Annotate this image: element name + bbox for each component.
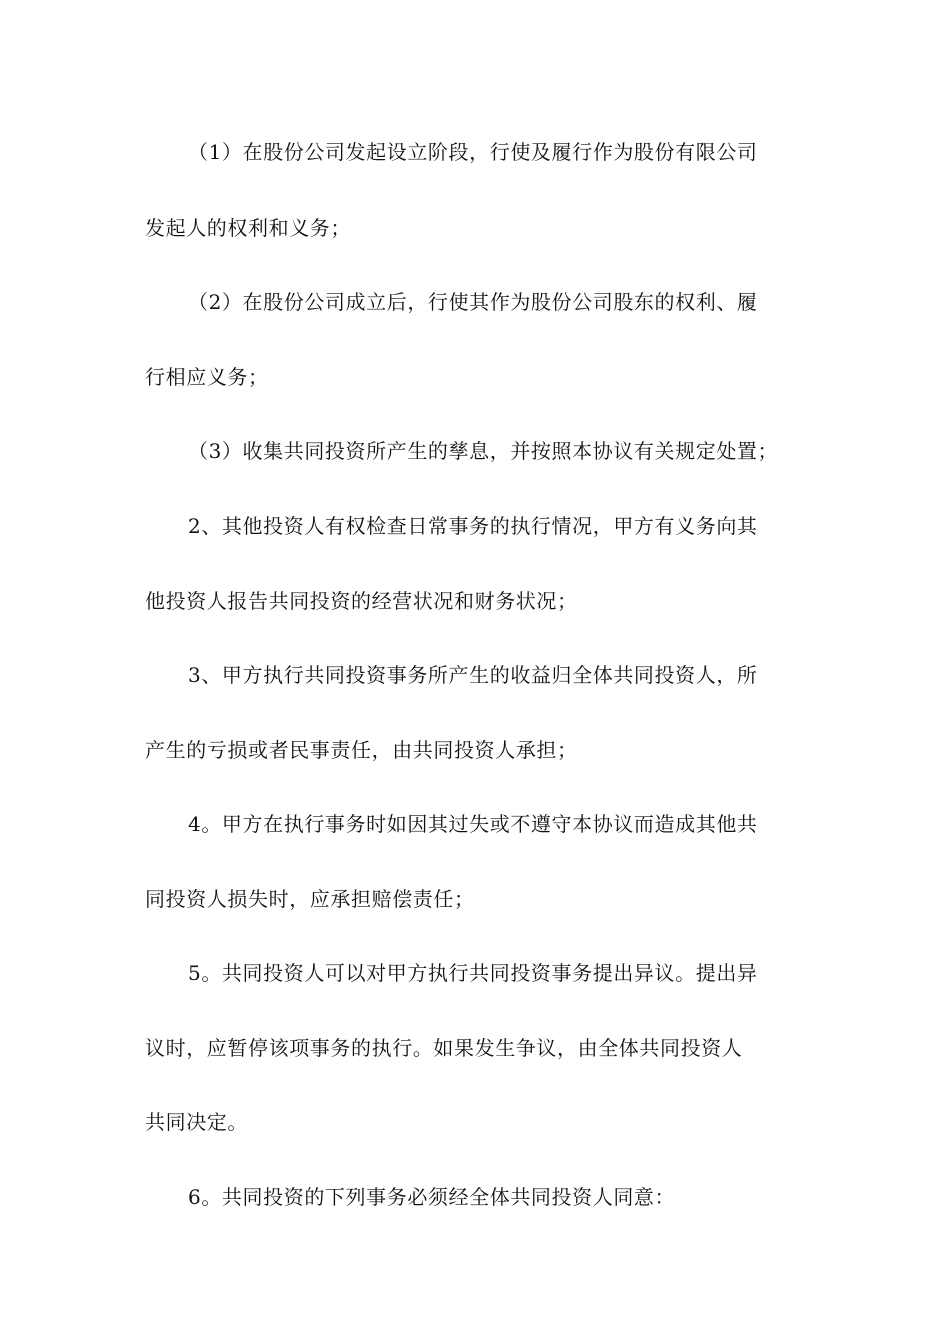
paragraph-line: 发起人的权利和义务； [145,216,351,240]
paragraph-line: 3、甲方执行共同投资事务所产生的收益归全体共同投资人，所 [188,663,758,687]
paragraph-line: 行相应义务； [145,365,269,389]
paragraph-line: 6。共同投资的下列事务必须经全体共同投资人同意： [188,1185,676,1209]
paragraph-line: （3）收集共同投资所产生的孳息，并按照本协议有关规定处置； [188,439,779,463]
paragraph-line: （2）在股份公司成立后，行使其作为股份公司股东的权利、履 [188,290,758,314]
paragraph-line: 4。甲方在执行事务时如因其过失或不遵守本协议而造成其他共 [188,812,758,836]
paragraph-line: （1）在股份公司发起设立阶段，行使及履行作为股份有限公司 [188,140,758,164]
paragraph-line: 共同决定。 [145,1110,248,1134]
paragraph-line: 议时，应暂停该项事务的执行。如果发生争议，由全体共同投资人 [145,1036,743,1060]
paragraph-line: 同投资人损失时，应承担赔偿责任； [145,887,475,911]
paragraph-line: 2、其他投资人有权检查日常事务的执行情况，甲方有义务向其 [188,514,758,538]
paragraph-line: 产生的亏损或者民事责任，由共同投资人承担； [145,738,578,762]
paragraph-line: 他投资人报告共同投资的经营状况和财务状况； [145,589,578,613]
paragraph-line: 5。共同投资人可以对甲方执行共同投资事务提出异议。提出异 [188,961,758,985]
